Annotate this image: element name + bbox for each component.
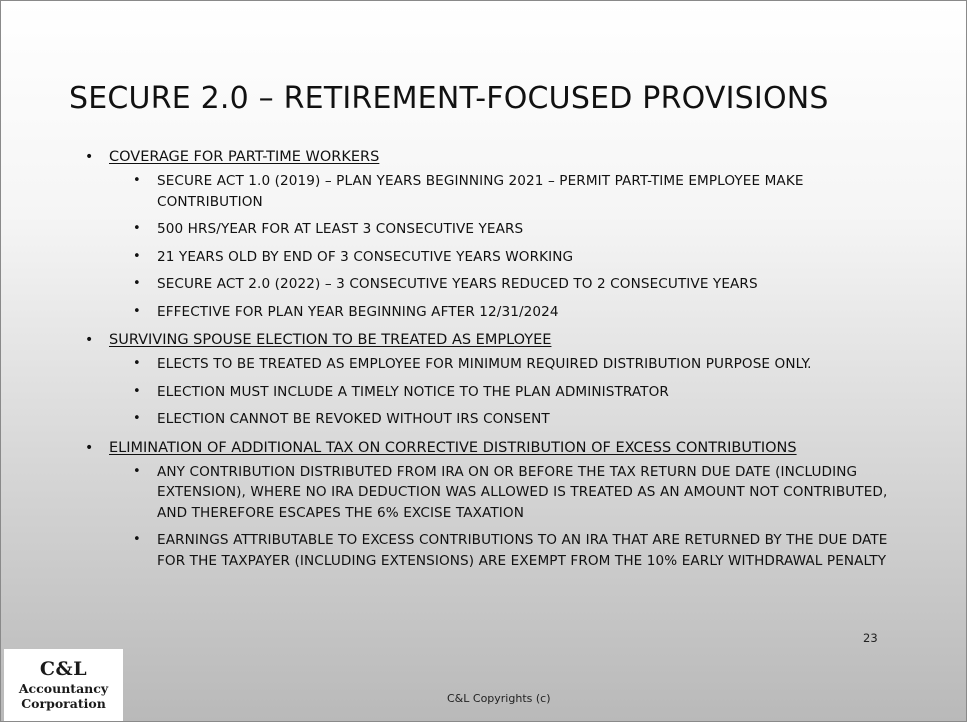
section-excess-contributions xyxy=(81,437,901,572)
list-item xyxy=(81,462,901,524)
bullet-icon: • xyxy=(85,149,94,165)
bullet-list xyxy=(81,462,901,572)
company-logo xyxy=(4,649,123,721)
bullet-icon: • xyxy=(133,221,141,236)
list-item-text: EARNINGS ATTRIBUTABLE TO EXCESS CONTRIBUTIONS TO AN IRA THAT ARE RETURNED BY THE DUE DATE FOR THE TAXPAYER (INCLUDING EXTENSIONS) ARE EXEMPT FROM THE 10% EARLY WITHDRAWAL PENALTY xyxy=(157,532,888,569)
footer-copyright: C&L Copyrights (c) xyxy=(447,692,551,705)
logo-line-1: Accountancy xyxy=(18,681,109,696)
bullet-icon: • xyxy=(133,173,141,188)
list-item-text: SECURE ACT 2.0 (2022) – 3 CONSECUTIVE YEARS REDUCED TO 2 CONSECUTIVE YEARS xyxy=(157,276,758,292)
section-surviving-spouse xyxy=(81,329,901,430)
list-item xyxy=(81,409,901,430)
list-item xyxy=(81,274,901,295)
bullet-icon: • xyxy=(133,276,141,291)
section-heading xyxy=(81,146,901,168)
slide-content xyxy=(81,146,901,578)
bullet-icon: • xyxy=(133,383,141,399)
page-number: 23 xyxy=(863,631,878,645)
bullet-icon: • xyxy=(85,332,94,348)
list-item xyxy=(81,219,901,240)
list-item-text: 21 YEARS OLD BY END OF 3 CONSECUTIVE YEARS WORKING xyxy=(157,248,574,265)
list-item-text: ELECTION MUST INCLUDE A TIMELY NOTICE TO THE PLAN ADMINISTRATOR xyxy=(157,383,669,400)
list-item xyxy=(81,247,901,268)
list-item xyxy=(81,171,901,212)
bullet-icon: • xyxy=(85,439,94,456)
bullet-icon: • xyxy=(133,411,141,426)
list-item xyxy=(81,530,901,571)
slide-title: SECURE 2.0 – RETIREMENT-FOCUSED PROVISIONS xyxy=(69,81,829,116)
bullet-list xyxy=(81,171,901,322)
list-item xyxy=(81,302,901,323)
section-heading-text: ELIMINATION OF ADDITIONAL TAX ON CORRECTIVE DISTRIBUTION OF EXCESS CONTRIBUTIONS xyxy=(109,439,797,456)
bullet-icon: • xyxy=(133,356,141,371)
list-item xyxy=(81,382,901,403)
bullet-icon: • xyxy=(133,303,141,319)
list-item-text: ANY CONTRIBUTION DISTRIBUTED FROM IRA ON OR BEFORE THE TAX RETURN DUE DATE (INCLUDING EXTENSION), WHERE NO IRA DEDUCTION WAS ALLOWED IS TREATED AS AN AMOUNT NOT CONTRIBUTED, AND THEREFORE ESCAPES THE 6% EXCISE TAXATION xyxy=(157,463,888,521)
list-item-text: SECURE ACT 1.0 (2019) – PLAN YEARS BEGINNING 2021 – PERMIT PART-TIME EMPLOYEE MAKE CONTRIBUTION xyxy=(157,173,804,210)
list-item xyxy=(81,354,901,375)
list-item-text: ELECTION CANNOT BE REVOKED WITHOUT IRS CONSENT xyxy=(157,411,550,427)
section-heading xyxy=(81,329,901,351)
list-item-text: ELECTS TO BE TREATED AS EMPLOYEE FOR MINIMUM REQUIRED DISTRIBUTION PURPOSE ONLY. xyxy=(157,356,812,372)
section-heading-text: COVERAGE FOR PART-TIME WORKERS xyxy=(109,149,380,165)
bullet-icon: • xyxy=(133,532,141,547)
logo-line-2: Corporation xyxy=(21,696,106,711)
logo-mark: C&L xyxy=(39,658,88,680)
list-item-text: EFFECTIVE FOR PLAN YEAR BEGINNING AFTER 12/31/2024 xyxy=(157,303,559,320)
bullet-icon: • xyxy=(133,463,141,479)
list-item-text: 500 HRS/YEAR FOR AT LEAST 3 CONSECUTIVE YEARS xyxy=(157,221,524,237)
bullet-icon: • xyxy=(133,248,141,264)
section-heading-text: SURVIVING SPOUSE ELECTION TO BE TREATED AS EMPLOYEE xyxy=(109,332,552,348)
bullet-list xyxy=(81,354,901,430)
section-heading xyxy=(81,437,901,459)
section-part-time-coverage xyxy=(81,146,901,322)
